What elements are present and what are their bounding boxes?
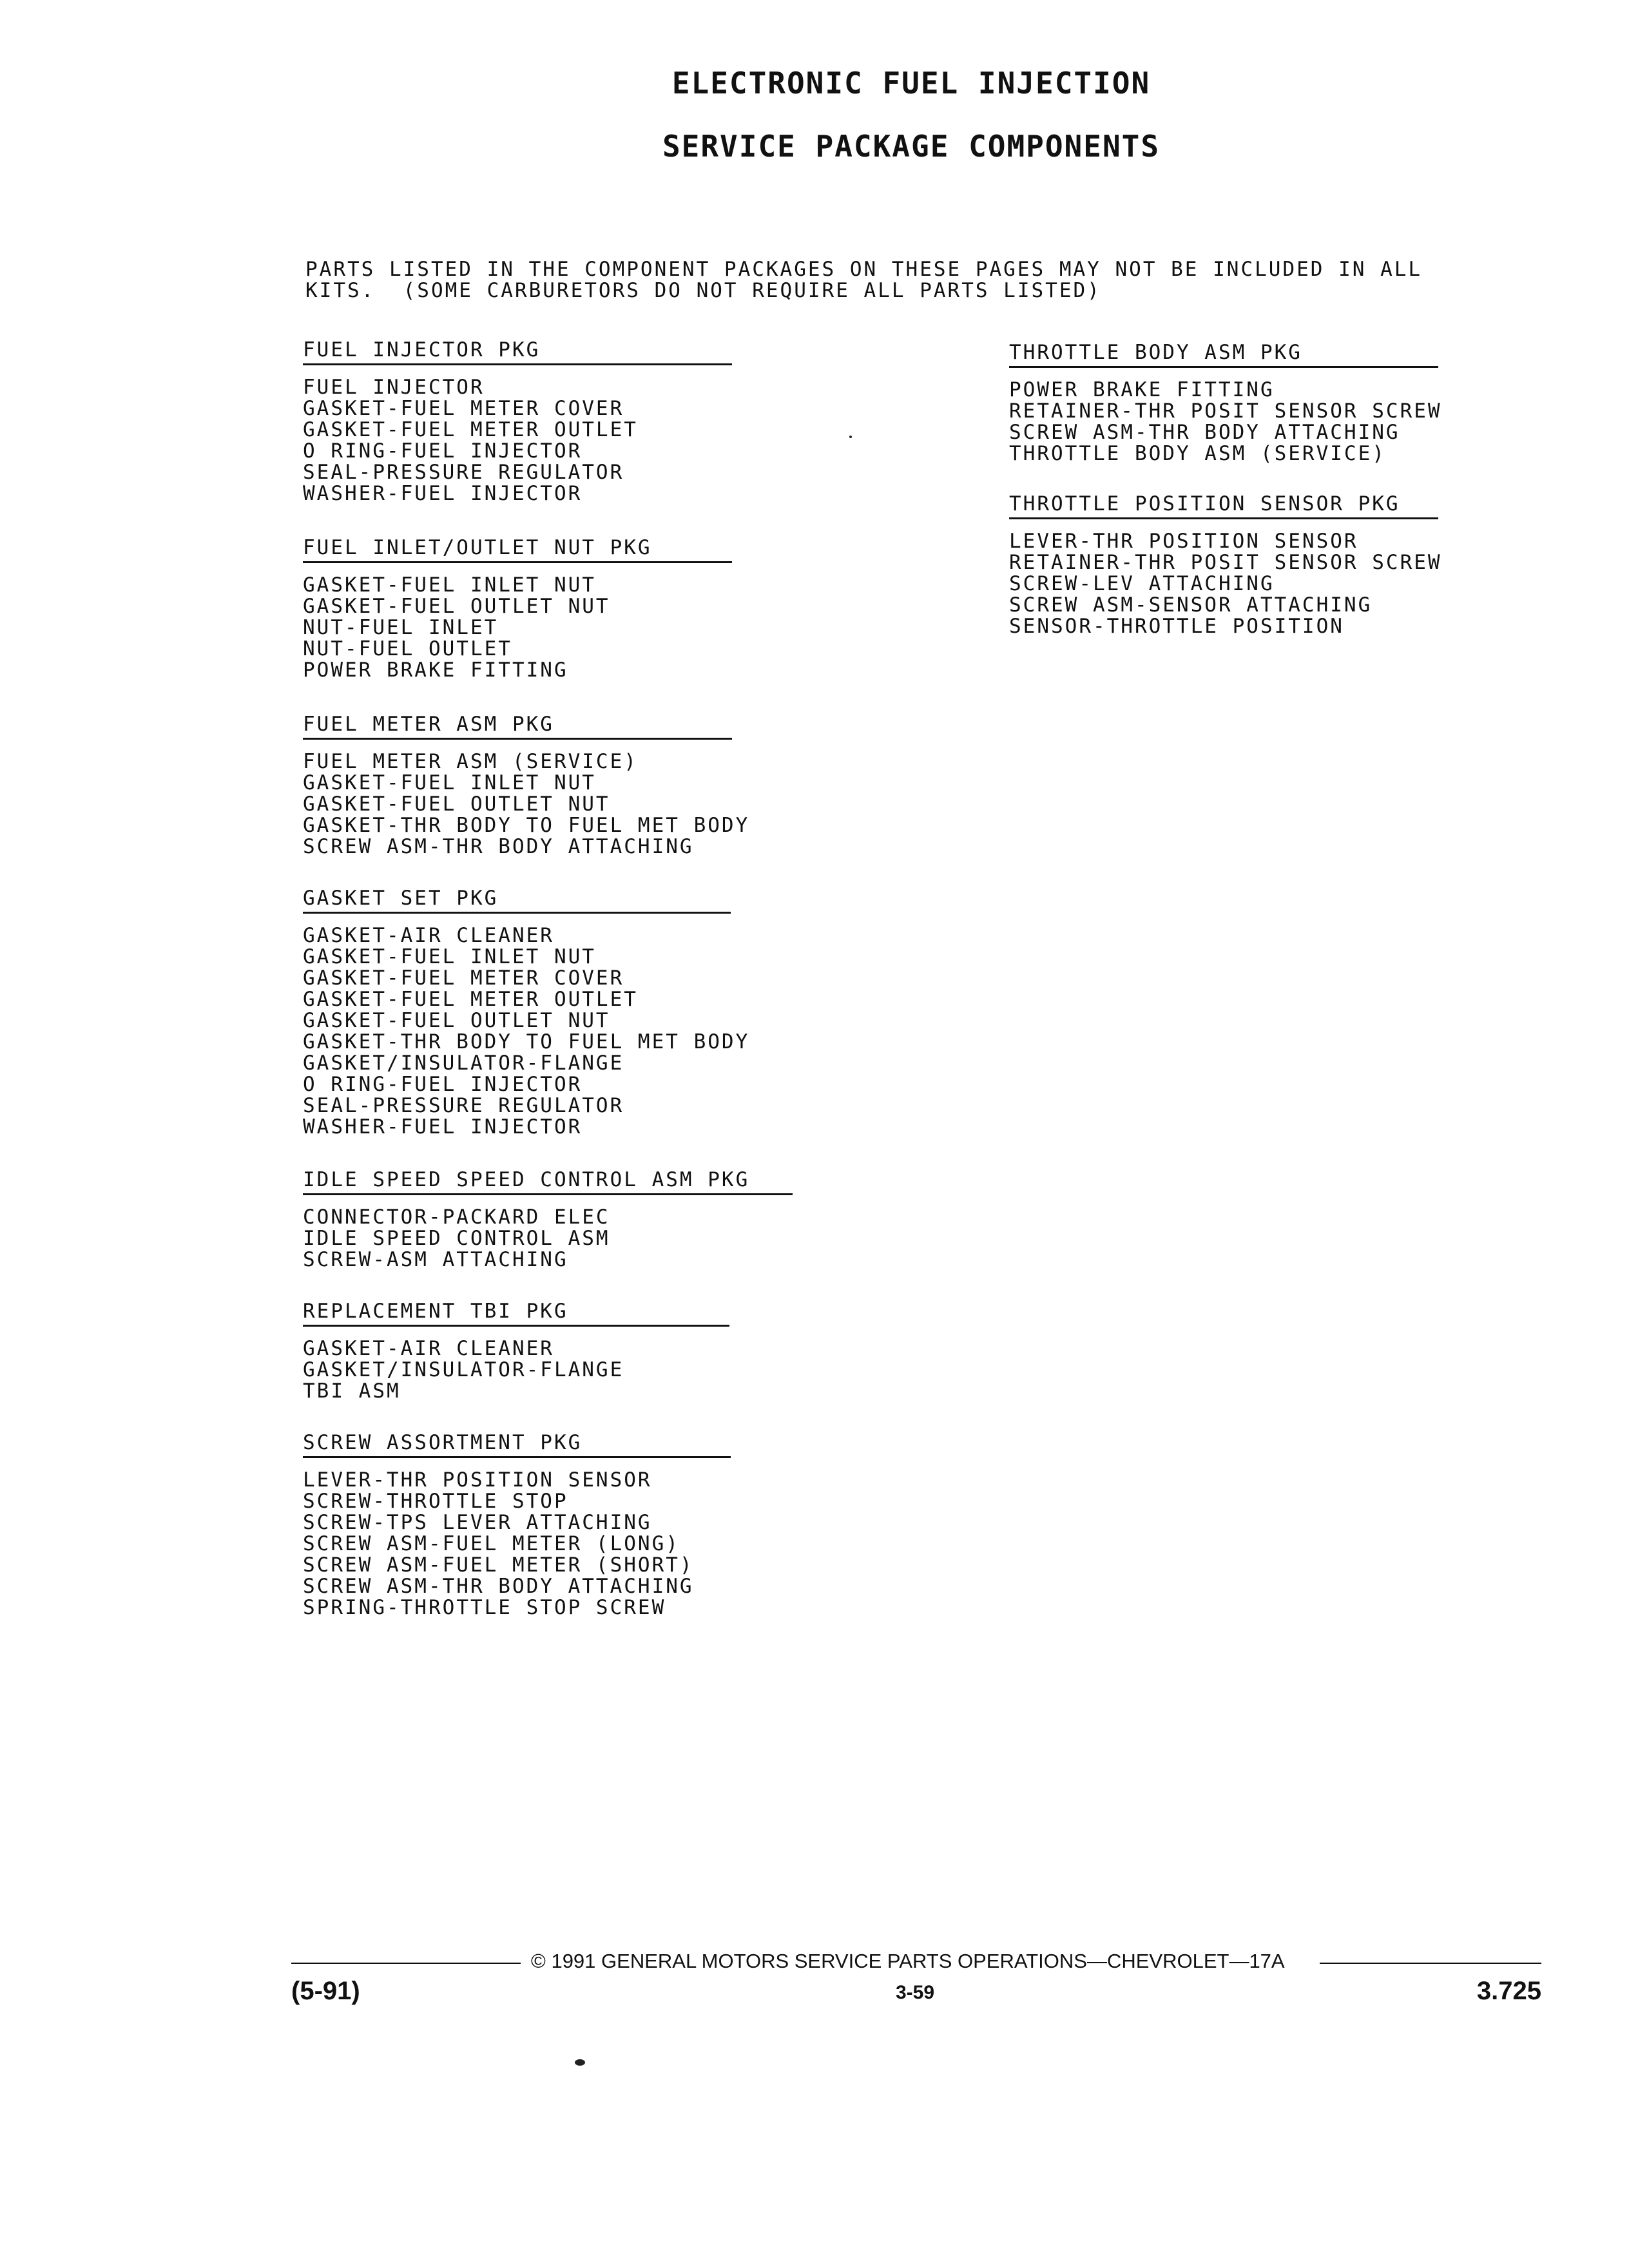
- scan-speck: [849, 436, 852, 438]
- package-title: FUEL METER ASM PKG: [303, 713, 554, 736]
- package-part-item: SCREW ASM-FUEL METER (LONG): [303, 1532, 680, 1555]
- package-part-item: SCREW-ASM ATTACHING: [303, 1248, 568, 1271]
- footer-copyright: © 1991 GENERAL MOTORS SERVICE PARTS OPERATIONS—CHEVROLET—17A: [531, 1950, 1285, 1972]
- intro-text: PARTS LISTED IN THE COMPONENT PACKAGES ON THESE PAGES MAY NOT BE INCLUDED IN ALL KITS. (SOME CARBURETORS DO NOT REQUIRE ALL PARTS LISTED): [305, 258, 1423, 302]
- package-part-item: GASKET-AIR CLEANER: [303, 1337, 554, 1360]
- package-part-item: SCREW ASM-FUEL METER (SHORT): [303, 1553, 694, 1577]
- package-part-item: GASKET-FUEL OUTLET NUT: [303, 595, 610, 618]
- package-parts-list: [303, 925, 818, 1138]
- package-block: [1009, 339, 1525, 465]
- package-title-underline: [303, 1456, 731, 1458]
- page-title: ELECTRONIC FUEL INJECTION: [671, 66, 1151, 101]
- package-parts-list: [1009, 380, 1525, 465]
- package-part-item: SCREW ASM-THR BODY ATTACHING: [303, 1575, 694, 1598]
- package-part-item: GASKET-FUEL INLET NUT: [303, 771, 596, 794]
- footer-page-number: 3-59: [896, 1982, 935, 2003]
- package-title-underline: [303, 912, 731, 914]
- package-part-item: GASKET-AIR CLEANER: [303, 924, 554, 947]
- package-part-item: SCREW ASM-THR BODY ATTACHING: [303, 835, 694, 858]
- package-block: [1009, 490, 1525, 637]
- left-column: [303, 336, 818, 1619]
- package-block: [303, 711, 818, 858]
- package-part-item: SCREW-LEV ATTACHING: [1009, 572, 1275, 595]
- package-title: FUEL INLET/OUTLET NUT PKG: [303, 536, 652, 559]
- footer-date: (5-91): [291, 1977, 360, 2005]
- package-part-item: GASKET-THR BODY TO FUEL MET BODY: [303, 1030, 750, 1053]
- package-part-item: GASKET/INSULATOR-FLANGE: [303, 1052, 624, 1075]
- package-title: GASKET SET PKG: [303, 887, 499, 910]
- package-parts-list: [303, 575, 818, 681]
- package-part-item: GASKET-FUEL INLET NUT: [303, 573, 596, 597]
- package-title: THROTTLE POSITION SENSOR PKG: [1009, 492, 1400, 515]
- package-parts-list: [303, 1207, 818, 1271]
- right-column: [1009, 339, 1525, 637]
- package-part-item: SCREW ASM-SENSOR ATTACHING: [1009, 593, 1373, 617]
- package-part-item: NUT-FUEL OUTLET: [303, 637, 512, 660]
- package-title-underline: [303, 738, 732, 740]
- package-part-item: GASKET-FUEL METER COVER: [303, 966, 624, 990]
- package-title-underline: [303, 1325, 729, 1327]
- package-part-item: RETAINER-THR POSIT SENSOR SCREW: [1009, 551, 1442, 574]
- package-title: THROTTLE BODY ASM PKG: [1009, 341, 1302, 364]
- package-part-item: GASKET-FUEL METER COVER: [303, 397, 624, 420]
- package-part-item: GASKET-FUEL INLET NUT: [303, 945, 596, 968]
- package-part-item: TBI ASM: [303, 1379, 401, 1403]
- footer-rule-right: [1320, 1963, 1541, 1964]
- package-part-item: POWER BRAKE FITTING: [1009, 378, 1275, 401]
- package-title: REPLACEMENT TBI PKG: [303, 1300, 568, 1323]
- scan-speck: [575, 2059, 585, 2066]
- package-part-item: CONNECTOR-PACKARD ELEC: [303, 1206, 610, 1229]
- package-part-item: WASHER-FUEL INJECTOR: [303, 482, 583, 505]
- footer-rule-left: [291, 1963, 521, 1964]
- package-title: SCREW ASSORTMENT PKG: [303, 1431, 583, 1454]
- package-parts-list: [303, 1470, 818, 1619]
- package-title-underline: [1009, 366, 1438, 368]
- package-title-underline: [1009, 517, 1438, 519]
- package-block: [303, 534, 818, 681]
- package-part-item: RETAINER-THR POSIT SENSOR SCREW: [1009, 399, 1442, 423]
- package-part-item: SEAL-PRESSURE REGULATOR: [303, 461, 624, 484]
- package-parts-list: [1009, 531, 1525, 637]
- package-part-item: SEAL-PRESSURE REGULATOR: [303, 1094, 624, 1117]
- footer-code: 3.725: [1476, 1977, 1541, 2005]
- package-part-item: NUT-FUEL INLET: [303, 616, 499, 639]
- package-title: FUEL INJECTOR PKG: [303, 338, 541, 361]
- package-part-item: POWER BRAKE FITTING: [303, 658, 568, 682]
- package-part-item: THROTTLE BODY ASM (SERVICE): [1009, 442, 1386, 465]
- package-part-item: O RING-FUEL INJECTOR: [303, 439, 583, 463]
- package-parts-list: [303, 1338, 818, 1402]
- package-part-item: LEVER-THR POSITION SENSOR: [1009, 530, 1358, 553]
- package-part-item: SCREW-THROTTLE STOP: [303, 1490, 568, 1513]
- package-part-item: GASKET/INSULATOR-FLANGE: [303, 1358, 624, 1381]
- package-part-item: LEVER-THR POSITION SENSOR: [303, 1468, 652, 1492]
- package-block: [303, 336, 818, 505]
- package-title-underline: [303, 561, 732, 563]
- package-part-item: SCREW-TPS LEVER ATTACHING: [303, 1511, 652, 1534]
- page-subtitle: SERVICE PACKAGE COMPONENTS: [662, 129, 1161, 164]
- package-part-item: GASKET-FUEL OUTLET NUT: [303, 793, 610, 816]
- package-part-item: WASHER-FUEL INJECTOR: [303, 1115, 583, 1139]
- package-part-item: FUEL INJECTOR: [303, 376, 485, 399]
- package-parts-list: [303, 751, 818, 858]
- package-part-item: GASKET-FUEL METER OUTLET: [303, 418, 638, 441]
- package-block: [303, 1298, 818, 1402]
- package-part-item: FUEL METER ASM (SERVICE): [303, 750, 638, 773]
- package-part-item: GASKET-FUEL METER OUTLET: [303, 988, 638, 1011]
- package-part-item: GASKET-FUEL OUTLET NUT: [303, 1009, 610, 1032]
- package-title: IDLE SPEED SPEED CONTROL ASM PKG: [303, 1168, 750, 1191]
- package-block: [303, 1429, 818, 1619]
- package-title-underline: [303, 1193, 793, 1195]
- package-block: [303, 885, 818, 1138]
- package-parts-list: [303, 377, 818, 505]
- package-part-item: O RING-FUEL INJECTOR: [303, 1073, 583, 1096]
- package-part-item: SENSOR-THROTTLE POSITION: [1009, 615, 1344, 638]
- package-part-item: IDLE SPEED CONTROL ASM: [303, 1227, 610, 1250]
- package-part-item: SPRING-THROTTLE STOP SCREW: [303, 1596, 666, 1619]
- package-part-item: SCREW ASM-THR BODY ATTACHING: [1009, 421, 1400, 444]
- package-block: [303, 1166, 818, 1271]
- package-title-underline: [303, 363, 732, 365]
- package-part-item: GASKET-THR BODY TO FUEL MET BODY: [303, 814, 750, 837]
